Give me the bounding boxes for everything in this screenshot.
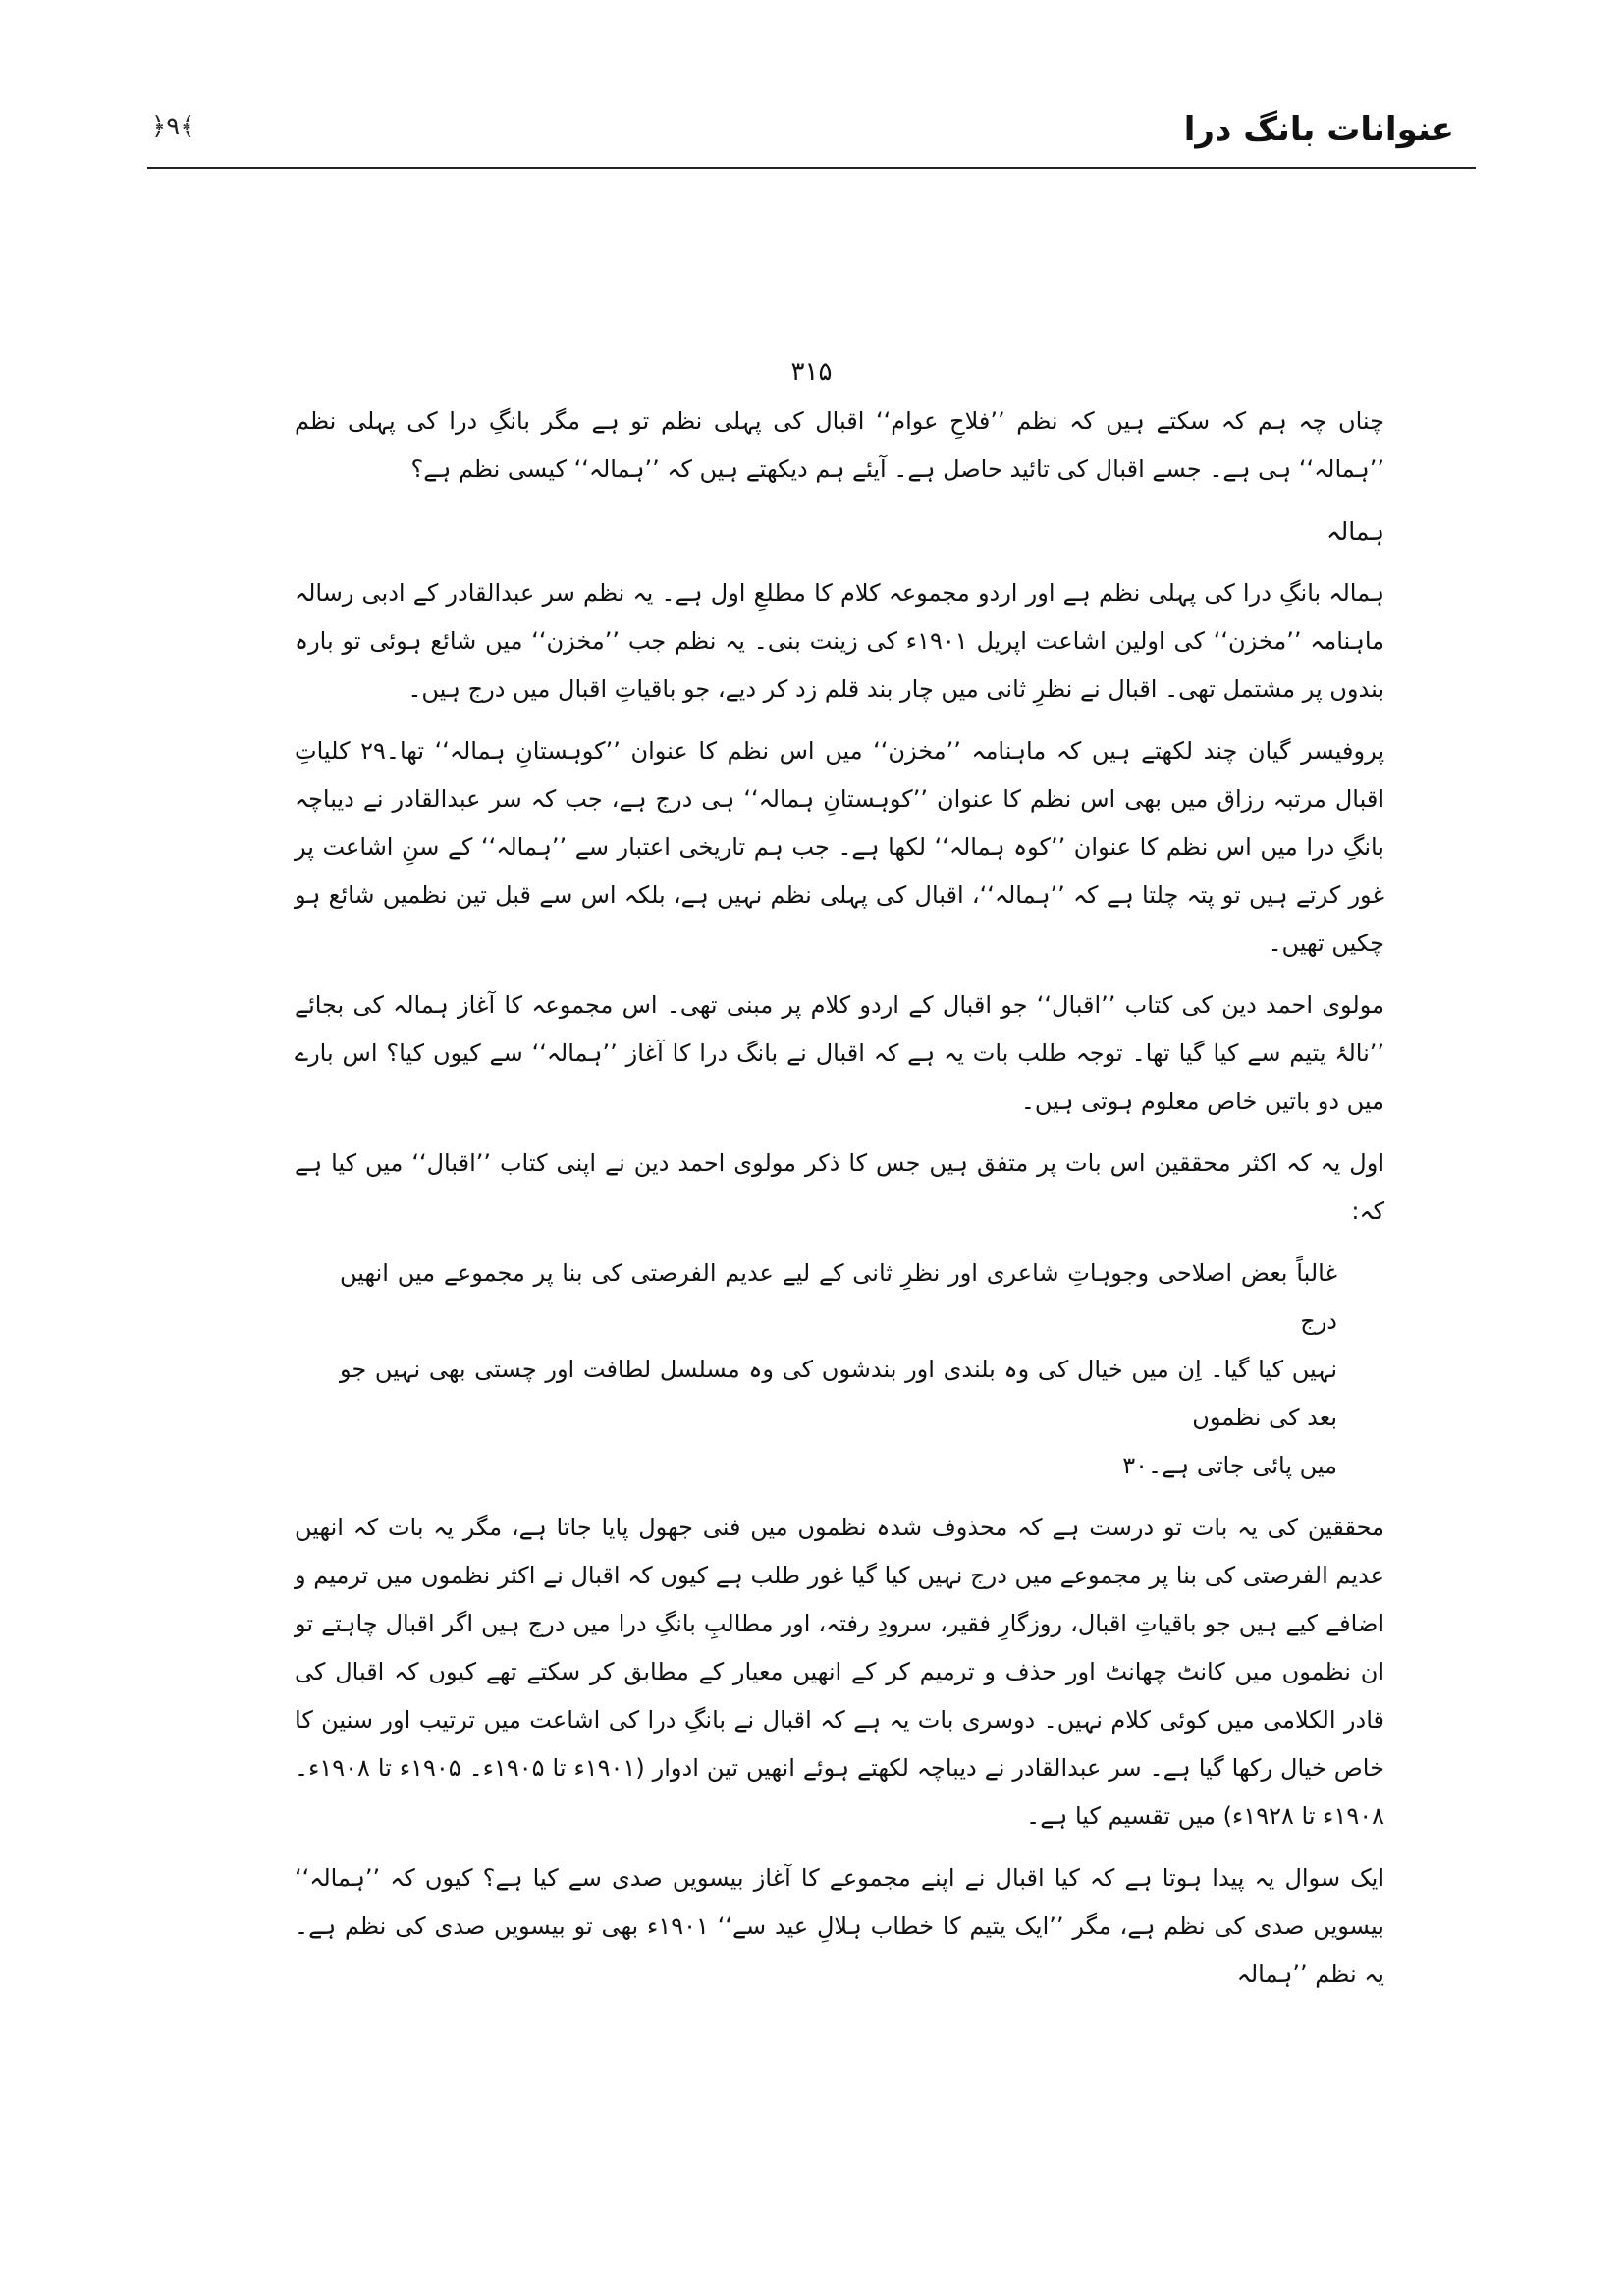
block-quote: [340, 1250, 1337, 1490]
body-paragraph: پروفیسر گیان چند لکھتے ہیں کہ ماہنامہ ’’مخزن‘‘ میں اس نظم کا عنوان ’’کوہستانِ ہمالہ‘‘ تھا۔۲۹ کلیاتِ اقبال مرتبہ رزاق میں بھی اس نظم کا عنوان ’’کوہستانِ ہمالہ‘‘ ہی درج ہے، جب کہ سر عبدالقادر نے دیباچہ بانگِ درا میں اس نظم کا عنوان ’’کوہ ہمالہ‘‘ لکھا ہے۔ جب ہم تاریخی اعتبار سے ’’ہمالہ‘‘ کے سنِ اشاعت پر غور کرتے ہیں تو پتہ چلتا ہے کہ ’’ہمالہ‘‘، اقبال کی پہلی نظم نہیں ہے، بلکہ اس سے قبل تین نظمیں شائع ہو چکیں تھیں۔: [295, 737, 1385, 957]
quote-line: میں پائی جاتی ہے۔۳۰: [1122, 1452, 1337, 1479]
page-ornament: ﴿۹﴾: [151, 112, 195, 141]
header-divider: [147, 167, 1476, 169]
section-heading: ہمالہ: [1326, 517, 1384, 546]
page-body: [295, 398, 1384, 2012]
intro-paragraph: چناں چہ ہم کہ سکتے ہیں کہ نظم ’’فلاحِ عوام‘‘ اقبال کی پہلی نظم تو ہے مگر بانگِ درا کی پہلی نظم ’’ہمالہ‘‘ ہی ہے۔ جسے اقبال کی تائید حاصل ہے۔ آیئے ہم دیکھتے ہیں کہ ’’ہمالہ‘‘ کیسی نظم ہے؟: [295, 407, 1384, 483]
body-paragraph: مولوی احمد دین کی کتاب ’’اقبال‘‘ جو اقبال کے اردو کلام پر مبنی تھی۔ اس مجموعہ کا آغاز ہمالہ کی بجائے ’’نالۂ یتیم سے کیا گیا تھا۔ توجہ طلب بات یہ ہے کہ اقبال نے بانگ درا کا آغاز ’’ہمالہ‘‘ سے کیوں کیا؟ اس بارے میں دو باتیں خاص معلوم ہوتی ہیں۔: [295, 991, 1384, 1115]
page-number: ۳۱۵: [790, 357, 833, 387]
quote-line: غالباً بعض اصلاحی وجوہاتِ شاعری اور نظرِ ثانی کے لیے عدیم الفرصتی کی بنا پر مجموعے میں انھیں درج: [340, 1259, 1337, 1335]
running-header-title: عنوانات بانگ درا: [1183, 110, 1454, 149]
body-paragraph: محققین کی یہ بات تو درست ہے کہ محذوف شدہ نظموں میں فنی جھول پایا جاتا ہے، مگر یہ بات کہ انھیں عدیم الفرصتی کی بنا پر مجموعے میں درج نہیں کیا گیا غور طلب ہے کیوں کہ اقبال نے اکثر نظموں میں ترمیم و اضافے کیے ہیں جو باقیاتِ اقبال، روزگارِ فقیر، سرودِ رفتہ، اور مطالبِ بانگِ درا میں درج ہیں اگر اقبال چاہتے تو ان نظموں میں کانٹ چھانٹ اور حذف و ترمیم کر کے انھیں معیار کے مطابق کر سکتے تھے کیوں کہ اقبال کی قادر الکلامی میں کوئی کلام نہیں۔ دوسری بات یہ ہے کہ اقبال نے بانگِ درا کی اشاعت میں ترتیب اور سنین کا خاص خیال رکھا گیا ہے۔ سر عبدالقادر نے دیباچہ لکھتے ہوئے انھیں تین ادوار (۱۹۰۱ء تا ۱۹۰۵ء۔ ۱۹۰۵ء تا ۱۹۰۸ء۔ ۱۹۰۸ء تا ۱۹۲۸ء) میں تقسیم کیا ہے۔: [295, 1514, 1384, 1830]
quote-intro-paragraph: اول یہ کہ اکثر محققین اس بات پر متفق ہیں جس کا ذکر مولوی احمد دین نے اپنی کتاب ’’اقبال‘‘ میں کیا ہے کہ:: [295, 1149, 1384, 1225]
body-paragraph: ایک سوال یہ پیدا ہوتا ہے کہ کیا اقبال نے اپنے مجموعے کا آغاز بیسویں صدی سے کیا ہے؟ کیوں کہ ’’ہمالہ‘‘ بیسویں صدی کی نظم ہے، مگر ’’ایک یتیم کا خطاب ہلالِ عید سے‘‘ ۱۹۰۱ء بھی تو بیسویں صدی کی نظم ہے۔ یہ نظم ’’ہمالہ: [295, 1864, 1384, 1988]
quote-line: نہیں کیا گیا۔ اِن میں خیال کی وہ بلندی اور بندشوں کی وہ مسلسل لطافت اور چستی بھی نہیں جو بعد کی نظموں: [340, 1356, 1337, 1431]
body-paragraph: ہمالہ بانگِ درا کی پہلی نظم ہے اور اردو مجموعہ کلام کا مطلعِ اول ہے۔ یہ نظم سر عبدالقادر کے ادبی رسالہ ماہنامہ ’’مخزن‘‘ کی اولین اشاعت اپریل ۱۹۰۱ء کی زینت بنی۔ یہ نظم جب ’’مخزن‘‘ میں شائع ہوئی تو بارہ بندوں پر مشتمل تھی۔ اقبال نے نظرِ ثانی میں چار بند قلم زد کر دیے، جو باقیاتِ اقبال میں درج ہیں۔: [295, 579, 1385, 703]
